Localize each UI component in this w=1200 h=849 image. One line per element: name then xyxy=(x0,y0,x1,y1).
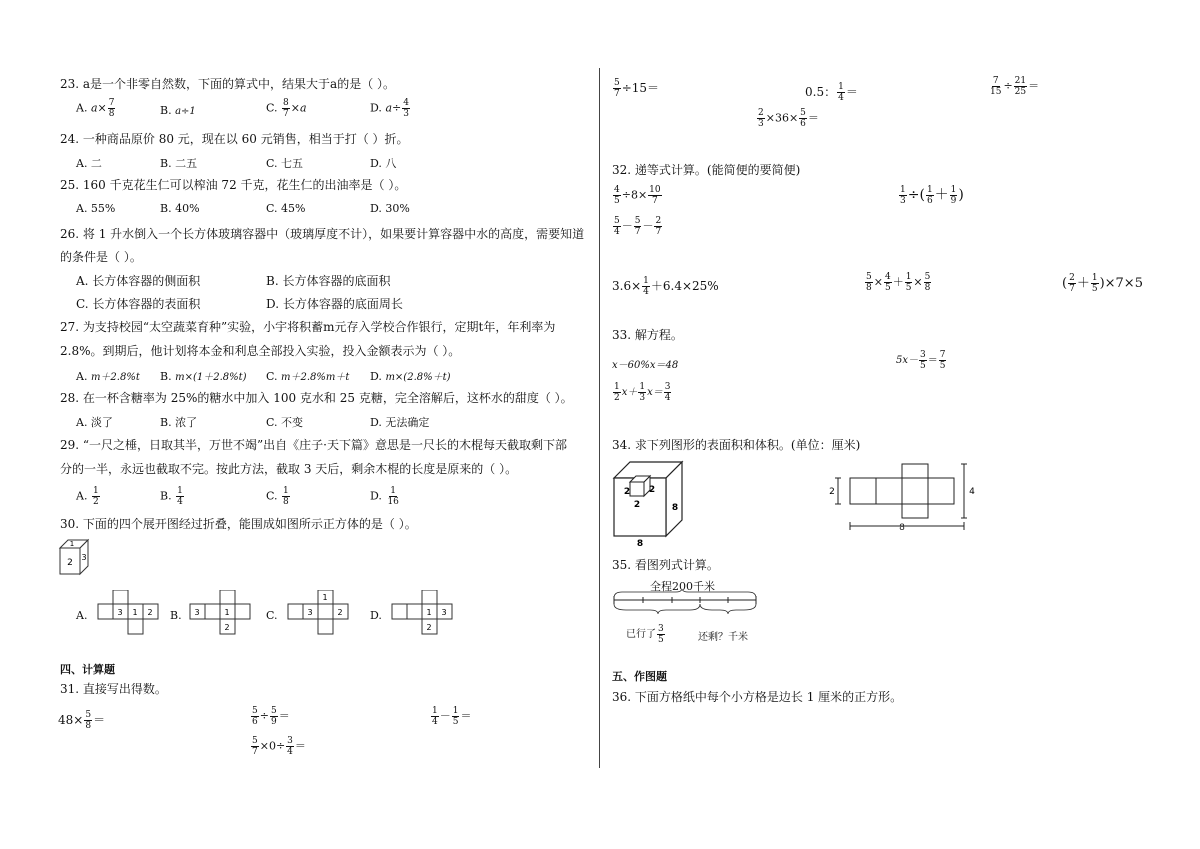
q25-option-a: A. 55% xyxy=(76,202,116,215)
svg-text:2: 2 xyxy=(224,623,230,632)
svg-text:2: 2 xyxy=(147,608,153,617)
q25-option-d: D. 30% xyxy=(370,202,410,215)
q27-line2: 2.8%。到期后，他计划将本金和利息全部投入实验，投入金额表示为（ ）。 xyxy=(60,344,461,358)
svg-text:8: 8 xyxy=(899,523,905,532)
q35-rest-label: 还剩？千米 xyxy=(698,632,748,643)
top-expr-3: $\frac{7}{15}$ ÷ $\frac{21}{25}$ ＝ xyxy=(990,76,1040,97)
q27-line1: 27. 为支持校园“太空蔬菜育种”实验，小宇将积蓄m元存入学校合作银行，定期t年，年利率为 xyxy=(60,320,556,334)
q32-expr-5: $\frac{5}{8}$ × $\frac{4}{5}$ ＋ $\frac{1}{5}$ × $\frac{5}{8}$ xyxy=(866,272,931,293)
q29-option-a: A. $\frac{1}{2}$ xyxy=(76,486,99,507)
top-expr-2: 0.5： $\frac{1}{4}$ ＝ xyxy=(805,82,858,103)
q31-expr-3: $\frac{1}{4}$ － $\frac{1}{5}$ ＝ xyxy=(432,706,472,727)
q28-option-a: A. 淡了 xyxy=(76,416,113,429)
q25-text: 25. 160 千克花生仁可以榨油 72 千克，花生仁的出油率是（ ）。 xyxy=(60,178,407,192)
q33-eq-2: 5x－ $\frac{3}{5}$ ＝ $\frac{7}{5}$ xyxy=(896,350,946,371)
q32-expr-2: $\frac{1}{3}$ ÷( $\frac{1}{6}$ ＋ $\frac{1}{9}$ ) xyxy=(900,184,964,206)
q31-expr-4: $\frac{5}{7}$ ×0÷ $\frac{3}{4}$ ＝ xyxy=(252,736,306,757)
q33-eq-1: x－60%x＝48 xyxy=(612,360,679,371)
q30-cube-figure xyxy=(58,538,92,576)
svg-text:2: 2 xyxy=(829,487,835,497)
q31-expr-2: $\frac{5}{6}$ ÷ $\frac{5}{9}$ ＝ xyxy=(252,706,290,727)
column-divider xyxy=(599,68,600,768)
q28-text: 28. 在一杯含糖率为 25%的糖水中加入 100 克水和 25 克糖，完全溶解后，这杯水的甜度（ ）。 xyxy=(60,391,573,405)
q27-option-d: D. m×(2.8%＋t) xyxy=(370,370,451,383)
q34-cube-figure xyxy=(612,460,692,546)
q32-expr-6: ( $\frac{2}{7}$ ＋ $\frac{1}{5}$ )×7×5 xyxy=(1062,273,1143,294)
q30-option-d-label: D. xyxy=(370,609,382,622)
q23-option-a: A. a× $\frac{7}{8}$ xyxy=(76,98,115,119)
svg-text:3: 3 xyxy=(307,608,313,617)
q26-option-b: B. 长方体容器的底面积 xyxy=(266,274,391,288)
q32-text: 32. 递等式计算。(能简便的要简便) xyxy=(612,163,801,177)
q30-net-a xyxy=(96,590,162,640)
svg-text:3: 3 xyxy=(117,608,123,617)
q26-line1: 26. 将 1 升水倒入一个长方体玻璃容器中（玻璃厚度不计），如果要计算容器中水的高度，需要知道 xyxy=(60,227,585,241)
q24-option-a: A. 二 xyxy=(76,157,102,170)
q24-option-c: C. 七五 xyxy=(266,157,304,170)
q31-expr-1: 48× $\frac{5}{8}$ ＝ xyxy=(58,710,106,731)
svg-text:3: 3 xyxy=(441,608,447,617)
svg-text:1: 1 xyxy=(132,608,138,617)
q27-option-b: B. m×(1＋2.8%t) xyxy=(160,370,247,383)
q24-option-b: B. 二五 xyxy=(160,157,198,170)
q30-net-c xyxy=(286,590,352,640)
q24-text: 24. 一种商品原价 80 元，现在以 60 元销售，相当于打（ ）折。 xyxy=(60,132,409,146)
q25-option-b: B. 40% xyxy=(160,202,200,215)
q27-option-c: C. m＋2.8%m＋t xyxy=(266,370,350,383)
cube-right-label: 3 xyxy=(81,553,87,562)
q32-expr-1: $\frac{4}{5}$ ÷8× $\frac{10}{7}$ xyxy=(614,185,661,206)
q30-option-a-label: A. xyxy=(76,609,88,622)
q30-net-d xyxy=(390,590,456,640)
top-expr-4: $\frac{2}{3}$ ×36× $\frac{5}{6}$ ＝ xyxy=(758,108,819,129)
q29-option-b: B. $\frac{1}{4}$ xyxy=(160,486,183,507)
svg-text:1: 1 xyxy=(426,608,432,617)
q29-option-d: D. $\frac{1}{16}$ xyxy=(370,486,399,507)
q29-line2: 分的一半，永远也截取不完。按此方法，截取 3 天后，剩余木棍的长度是原来的（ ）。 xyxy=(60,462,518,476)
svg-text:8: 8 xyxy=(636,539,644,546)
svg-text:1: 1 xyxy=(322,593,328,602)
q32-expr-4: 3.6× $\frac{1}{4}$ ＋6.4×25% xyxy=(612,276,719,297)
q28-option-b: B. 浓了 xyxy=(160,416,198,429)
q29-line1: 29. “一尺之棰，日取其半，万世不竭”出自《庄子·天下篇》意思是一尺长的木棍每天截取剩下部 xyxy=(60,438,567,452)
q27-option-a: A. m＋2.8%t xyxy=(76,370,140,383)
q26-option-c: C. 长方体容器的表面积 xyxy=(76,297,201,311)
q26-option-a: A. 长方体容器的侧面积 xyxy=(76,274,201,288)
q23-option-c: C. $\frac{8}{7}$ ×a xyxy=(266,98,307,119)
q35-done-label: 已行了 $\frac{3}{5}$ xyxy=(626,624,664,645)
cube-top-label: 1 xyxy=(69,540,75,548)
q23-option-b: B. a÷1 xyxy=(160,104,196,117)
q34-text: 34. 求下列图形的表面积和体积。(单位：厘米) xyxy=(612,438,861,452)
q35-line-diagram xyxy=(610,590,760,620)
svg-text:4: 4 xyxy=(969,487,975,497)
q32-expr-3: $\frac{5}{4}$ － $\frac{5}{7}$ － $\frac{2}{7}$ xyxy=(614,216,662,237)
q34-net-figure xyxy=(826,460,976,532)
svg-text:2: 2 xyxy=(337,608,343,617)
section-4-title: 四、计算题 xyxy=(60,663,115,676)
q36-text: 36. 下面方格纸中每个小方格是边长 1 厘米的正方形。 xyxy=(612,690,903,704)
svg-text:2: 2 xyxy=(426,623,432,632)
q33-text: 33. 解方程。 xyxy=(612,328,683,342)
q30-text: 30. 下面的四个展开图经过折叠，能围成如图所示正方体的是（ ）。 xyxy=(60,517,417,531)
svg-text:3: 3 xyxy=(194,608,200,617)
q31-text: 31. 直接写出得数。 xyxy=(60,682,167,696)
q30-option-b-label: B. xyxy=(170,609,182,622)
section-5-title: 五、作图题 xyxy=(612,670,667,683)
q29-option-c: C. $\frac{1}{8}$ xyxy=(266,486,289,507)
q26-line2: 的条件是（ ）。 xyxy=(60,250,142,264)
svg-text:2: 2 xyxy=(633,500,641,510)
q23-option-d: D. a÷ $\frac{4}{3}$ xyxy=(370,98,409,119)
q30-net-b xyxy=(188,590,254,640)
q33-eq-3: $\frac{1}{2}$ x＋ $\frac{1}{3}$ x＝ $\frac{3}{4}$ xyxy=(614,382,671,403)
svg-text:2: 2 xyxy=(648,485,656,495)
svg-text:1: 1 xyxy=(224,608,230,617)
q28-option-d: D. 无法确定 xyxy=(370,416,430,429)
q30-option-c-label: C. xyxy=(266,609,278,622)
cube-front-label: 2 xyxy=(67,558,73,568)
q35-total-label: 全程200千米 xyxy=(650,580,715,593)
q28-option-c: C. 不变 xyxy=(266,416,304,429)
svg-text:8: 8 xyxy=(671,503,679,513)
top-expr-1: $\frac{5}{7}$ ÷15＝ xyxy=(614,78,660,99)
q24-option-d: D. 八 xyxy=(370,157,397,170)
svg-text:2: 2 xyxy=(623,487,631,497)
q35-text: 35. 看图列式计算。 xyxy=(612,558,719,572)
q26-option-d: D. 长方体容器的底面周长 xyxy=(266,297,403,311)
q25-option-c: C. 45% xyxy=(266,202,306,215)
q23-text: 23. a是一个非零自然数，下面的算式中，结果大于a的是（ ）。 xyxy=(60,77,396,91)
